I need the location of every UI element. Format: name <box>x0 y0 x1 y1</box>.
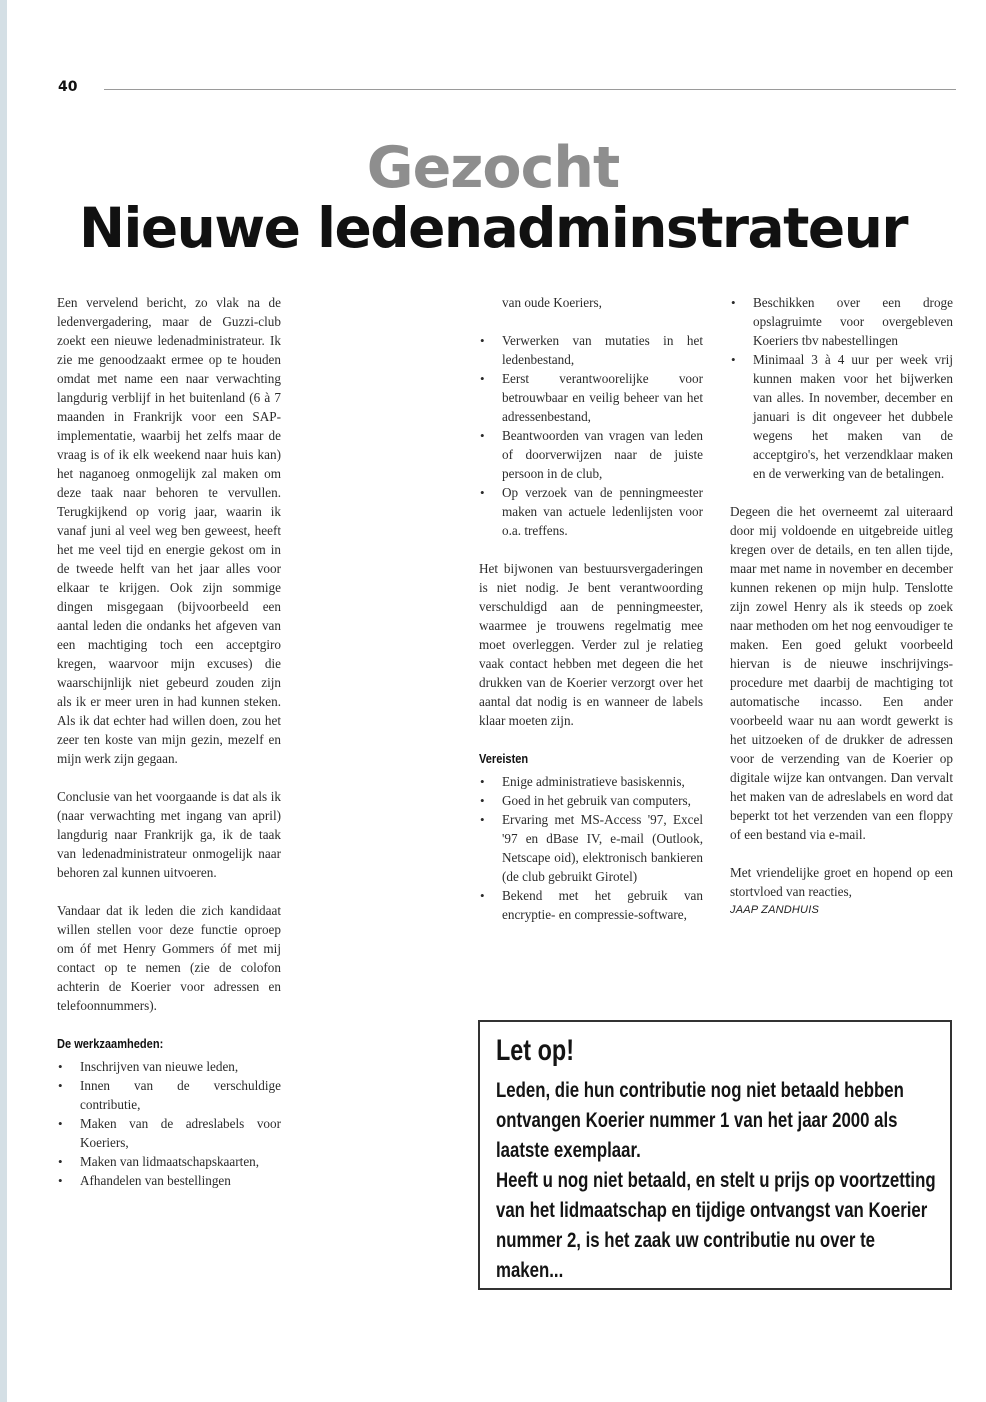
list-item-text: Beschikken over een droge opslagruimte voor overgebleven Koeriers tbv nabestellingen <box>753 295 953 348</box>
list-item-text: Enige administratieve basiskennis, <box>502 774 685 789</box>
bullet-icon: • <box>58 1059 63 1074</box>
list-item <box>479 886 703 924</box>
tasks-list <box>57 1057 281 1190</box>
article-paragraph: Degeen die het overneemt zal uiteraard door mij voldoende en uitgebreide uitleg kregen over de details, en ten allen tijde, maar met name in november en december kunnen rekenen op mijn hulp. Tenslotte zijn zowel Henry als ik steeds op zoek naar methoden om het nog eenvoudiger te maken. Een goed gelukt voorbeeld hiervan is de nieuwe inschrijvings-procedure met daarbij de machtiging tot automatische incasso. Een ander voorbeeld waar nu aan wordt gewerkt is het uitzoeken of de drukker de adressen voor de verzending van de Koerier op digitale wijze kan ontvangen. Dan vervalt het maken van de adreslabels en word dat beperkt tot het verzenden van een floppy of een bestand via e-mail. <box>730 504 953 842</box>
author-signature: JAAP ZANDHUIS <box>730 904 819 916</box>
bullet-icon: • <box>480 371 485 386</box>
list-item-text: Afhandelen van bestellingen <box>80 1173 231 1188</box>
list-item <box>479 426 703 483</box>
tasks-list-continued <box>479 331 703 540</box>
list-item <box>57 1171 281 1190</box>
list-item-text: Verwerken van mutaties in het ledenbestand, <box>502 333 703 367</box>
list-item-text: Bekend met het gebruik van encryptie- en compressie-software, <box>502 888 703 922</box>
article-paragraph: Vandaar dat ik leden die zich kandidaat willen stellen voor deze functie oproep om óf met Henry Gommers óf met mij contact op te nemen (zie de colofon achterin de Koerier voor adressen en telefoonnummers). <box>57 903 281 1013</box>
bullet-icon: • <box>480 428 485 443</box>
bullet-icon: • <box>58 1154 63 1169</box>
list-item <box>479 483 703 540</box>
bullet-icon: • <box>480 485 485 500</box>
bullet-icon: • <box>731 352 736 367</box>
article-column-2 <box>479 293 703 943</box>
list-item-text: Beantwoorden van vragen van leden of doorverwijzen naar de juiste persoon in de club, <box>502 428 703 481</box>
article-paragraph: Een vervelend bericht, zo vlak na de ledenvergadering, maar de Guzzi-club zoekt een nieuwe ledenadministrateur. Ik zie me genoodzaakt ermee op te houden omdat met name een naar verwachting langdurig verblijf in het buitenland (6 à 7 maanden in Frankrijk voor een SAP-implementatie, waarbij het zelfs maar de vraag is of ik elk weekend naar huis kan) het naganoeg onmogelijk zal maken om deze taak naar behoren te vervullen. Terugkijkend op vorig jaar, waarin ik vanaf juni al veel weg ben geweest, heeft het me veel tijd en energie gekost om in de tweede helft van het jaar alles voor elkaar te krijgen. Ook zijn sommige dingen misgegaan (bijvoorbeeld een aantal leden die ondanks het afgeven van een machtiging toch een acceptgiro kregen, waarvoor mijn excuses) die waarschijnlijk niet gebeurd zouden zijn als ik er meer uren in had kunnen steken. Als ik dat echter had willen doen, zou het zeer ten koste van mijn gezin, mezelf en mijn werk zijn gegaan. <box>57 295 281 766</box>
requirements-heading: Vereisten <box>479 751 529 766</box>
bullet-icon: • <box>58 1116 63 1131</box>
list-item-text: Innen van de verschuldige contributie, <box>80 1078 281 1112</box>
list-item-text: Goed in het gebruik van computers, <box>502 793 691 808</box>
list-item-text: Minimaal 3 à 4 uur per week vrij kunnen maken voor het bijwerken van alles. In november, december en januari is dit ongeveer het dubbele wegens het maken van de acceptgiro's, het verzendklaar maken en de verwerking van de betalingen. <box>753 352 953 481</box>
article-paragraph: Conclusie van het voorgaande is dat als ik (naar verwachting met ingang van april) langdurig naar Frankrijk ga, ik de taak van ledenadministrateur onmogelijk naar behoren zal kunnen uitvoeren. <box>57 789 281 880</box>
list-item <box>479 772 703 791</box>
list-item-text: Inschrijven van nieuwe leden, <box>80 1059 239 1074</box>
list-item-text: Eerst verantwoorelijke voor betrouwbaar en veilig beheer van het adressenbestand, <box>502 371 703 424</box>
list-item <box>479 791 703 810</box>
article-column-3 <box>730 293 953 939</box>
list-item-continuation: van oude Koeriers, <box>502 295 602 310</box>
list-item <box>57 1057 281 1076</box>
requirements-list-continued <box>730 293 953 483</box>
notice-body <box>496 1076 938 1286</box>
bullet-icon: • <box>480 812 485 827</box>
list-item <box>730 350 953 483</box>
tasks-heading: De werkzaamheden: <box>57 1036 164 1051</box>
list-item <box>57 1152 281 1171</box>
list-item <box>730 293 953 350</box>
notice-box <box>478 1020 952 1290</box>
article-paragraph: Het bijwonen van bestuursvergaderingen is niet nodig. Je bent verantwoording verschuldigd aan de penningmeester, waarmee je trouwens regelmatig mee moet overleggen. Verder zul je relatieg vaak contact hebben met degeen die het drukken van de Koerier verzorgt over het aantal dat nodig is en wanneer de labels klaar moeten zijn. <box>479 561 703 728</box>
header-rule <box>104 89 956 90</box>
list-item-text: Maken van lidmaatschapskaarten, <box>80 1154 260 1169</box>
notice-title: Let op! <box>496 1034 574 1067</box>
article-kicker: Gezocht <box>366 135 620 201</box>
article-column-1 <box>57 293 281 1209</box>
list-item <box>479 369 703 426</box>
list-item <box>57 1076 281 1114</box>
bullet-icon: • <box>480 888 485 903</box>
list-item-text: Op verzoek van de penningmeester maken van actuele ledenlijsten voor o.a. treffens. <box>502 485 703 538</box>
list-item-text: Ervaring met MS-Access '97, Excel '97 en dBase IV, e-mail (Outlook, Netscape oid), elektronisch bankieren (de club gebruikt Girotel) <box>502 812 703 884</box>
bullet-icon: • <box>58 1173 63 1188</box>
bullet-icon: • <box>480 793 485 808</box>
notice-body-line: Heeft u nog niet betaald, en stelt u prijs op voortzetting van het lidmaatschap en tijdige ontvangst van Koerier nummer 2, is het zaak uw contributie nu over te maken... <box>496 1169 936 1282</box>
list-item <box>479 810 703 886</box>
list-item <box>479 331 703 369</box>
bullet-icon: • <box>480 774 485 789</box>
notice-body-line: Leden, die hun contributie nog niet betaald hebben ontvangen Koerier nummer 1 van het jaar 2000 als laatste exemplaar. <box>496 1079 904 1162</box>
bullet-icon: • <box>58 1078 63 1093</box>
closing-greeting: Met vriendelijke groet en hopend op een stortvloed van reacties, <box>730 865 953 899</box>
requirements-list <box>479 772 703 924</box>
page-number: 40 <box>58 79 78 95</box>
list-item-text: Maken van de adreslabels voor Koeriers, <box>80 1116 281 1150</box>
list-item <box>57 1114 281 1152</box>
bullet-icon: • <box>731 295 736 310</box>
article-title: Nieuwe ledenadminstrateur <box>78 196 908 260</box>
bullet-icon: • <box>480 333 485 348</box>
